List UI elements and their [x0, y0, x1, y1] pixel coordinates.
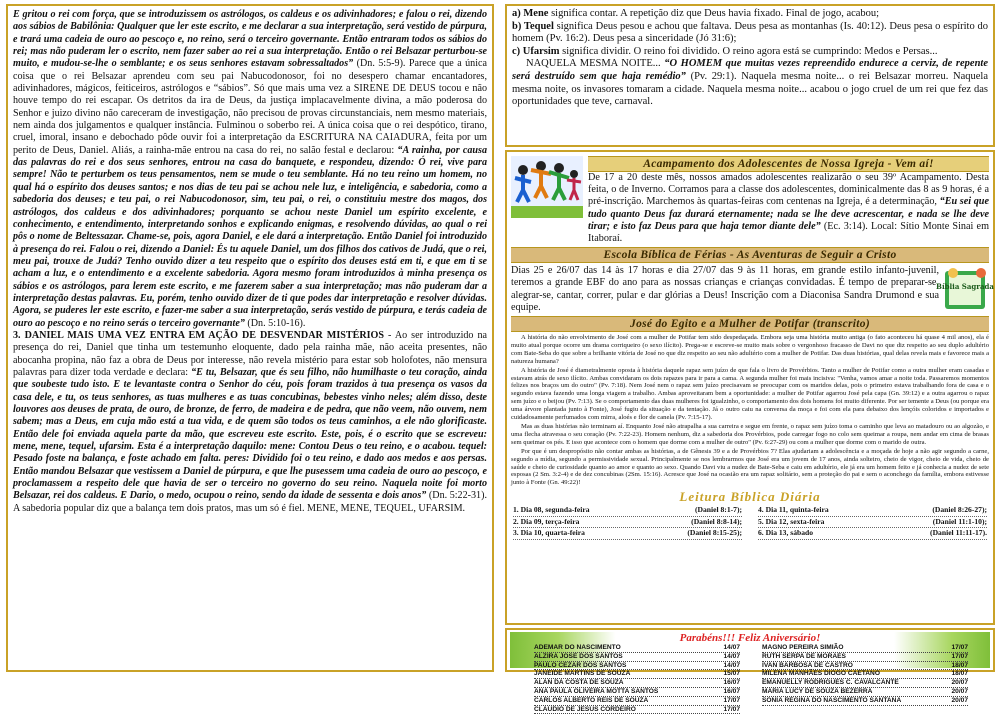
- section-3-title: 3. DANIEL MAIS UMA VEZ ENTRA EM AÇÃO DE DESVENDAR MISTÉRIOS: [13, 329, 385, 341]
- leitura-item: [758, 505, 987, 517]
- item-c-text: significa dividir. O reino foi dividido. O reino agora está se cumprindo: Medos e Persas...: [559, 45, 938, 57]
- birthday-date: 20/07: [951, 696, 968, 704]
- acampamento-title: Acampamento dos Adolescentes de Nossa Igreja - Vem aí!: [588, 156, 989, 172]
- item-c-label: c) Ufarsim: [512, 45, 560, 57]
- birthday-date: 17/07: [951, 652, 968, 660]
- leitura-title: Leitura Bíblica Diária: [679, 489, 821, 505]
- birthday-date: 14/07: [723, 644, 740, 651]
- birthday-item: [534, 697, 740, 706]
- jumping-kids-icon: [511, 156, 583, 218]
- scripture-ref-2: (Dn. 5:10-16).: [244, 317, 306, 329]
- ebf-section: [511, 265, 994, 314]
- leitura-ref: (Daniel 8:1-7);: [694, 505, 742, 515]
- leitura-list: [511, 505, 989, 540]
- ebf-title: Escola Bíblica de Férias - As Aventuras de Seguir a Cristo: [511, 247, 989, 263]
- scripture-quote-3: “E tu, Belsazar, que és seu filho, não humilhaste o teu coração, ainda que soubeste tudo isto. E te levantaste contra o Senhor do céu, pois foram trazidos à tua presença os vasos da casa dele, e tu, os teus senhores, as tuas mulheres e as tuas concubinas, bebestes vinho neles; além disso, deste louvores aos deuses de prata, de ouro, de bronze, de ferro, de madeira e de pedra, que não veem, não ouvem, nem sabem; mas a Deus, em cuja mão está a tua vida, e de quem são todos os teus caminhos, a ele não glorificaste. Então dele foi enviada aquela parte da mão, que escreveu este escrito. Este, pois, é o escrito que se escreveu: mene, mene, tequel, ufarsim. Esta é a interpretação daquilo: mene: Contou Deus o teu reino, e o acabou. tequel: Pesado foste na balança, e foste achado em falta. peres: Dividido foi o teu reino, e dado aos medos e aos persas. Então mandou Belsazar que vestissem a Daniel de púrpura, e que lhe pusessem uma cadeia de ouro ao pescoço, e proclamassem a respeito dele que havia de ser o terceiro no governo do seu reino. Naquela noite foi morto Belsazar, rei dos caldeus. E Dario, o medo, ocupou o reino, sendo da idade de sessenta e dois anos”: [13, 366, 487, 502]
- item-c: [512, 46, 988, 59]
- birthday-date: 17/07: [951, 644, 968, 651]
- birthday-item: [762, 653, 968, 662]
- leitura-day: 3. Dia 10, quarta-feira: [513, 528, 585, 538]
- birthday-date: 16/07: [723, 687, 740, 695]
- leitura-day: 5. Dia 12, sexta-feira: [758, 516, 825, 526]
- jose-text: [511, 334, 989, 487]
- birthday-date: 16/07: [723, 679, 740, 687]
- birthday-name: MARIA LUCY DE SOUZA BEZERRA: [762, 687, 873, 695]
- birthday-date: 18/07: [951, 670, 968, 678]
- birthday-name: SONIA REGINA DO NASCIMENTO SANTANA: [762, 696, 902, 704]
- sermon-paragraph-1: [13, 9, 487, 330]
- birthday-date: 14/07: [723, 652, 740, 660]
- birthday-name: CLAUDIO DE JESUS CORDEIRO: [534, 705, 636, 713]
- birthday-date: 20/07: [951, 687, 968, 695]
- leitura-day: 1. Dia 08, segunda-feira: [513, 505, 590, 515]
- item-a: [512, 8, 988, 21]
- jose-paragraph: A história de José é diametralmente oposta à história daquele rapaz sem juízo de que fala o livro de Provérbios. Tanto a mulher de Potifar como a outra mulher eram casadas e estavam atrás de sexo ilícito. Ambas convidaram os dois rapazes para ir para a cama. A segunda mulher foi mais incisiva: "Venha, vamos amar a noite toda. Passaremos momentos felizes nos braços um do outro" (Pv. 7:18). Nem José nem o rapaz sem juízo precisavam se preocupar com os maridos delas, pois o primeiro estava trabalhando fora de casa e o segundo estava fazendo uma longa viagem a trabalho. Ambas aproveitaram bem a oportunidade: a mulher de Potifar agarrou José pela capa (Gn. 39:12) e a outra agarrou o rapaz sem juízo e o beijou (Pv. 7:13). Se o comportamento das duas mulheres foi igualzinho, o comportamento dos dois homens foi muito diferente. Por ser temente a Deus (ou porque era uma árvore plantada junto à Fonte), José fugiu da situação e da tentação. Já o outro caiu na conversa da moça e foi com ela para debaixo dos lençóis coloridos e importados e cuidadosamente perfumados com mirra, aloés e flor de canela (Pv. 7:15-17).: [511, 366, 989, 422]
- birthday-item: [534, 662, 740, 671]
- birthday-name: EMANUELLY RODRIGUES C. CAVALCANTE: [762, 679, 899, 687]
- birthday-name: CARLOS ALBERTO REIS DE SOUZA: [534, 696, 649, 704]
- naquela-noite-end: (Pv. 29:1). Naquela mesma noite... o rei Belsazar morreu. Naquela mesma noite, os invasores tomaram a cidade. Naquela mesma noite... acabou o jogo cruel de um rei que fez das oportunidades que teve, carnaval.: [512, 70, 988, 108]
- acampamento-section: [511, 156, 989, 245]
- leitura-ref: (Daniel 11:11-17).: [930, 528, 987, 538]
- birthday-item: [534, 644, 740, 653]
- item-a-text: significa contar. A repetição diz que Deus havia fixado. Final de jogo, acabou;: [548, 8, 880, 19]
- bible-book-icon: [936, 265, 994, 313]
- birthday-name: ALZIRA JOSE DOS SANTOS: [534, 652, 623, 660]
- birthday-item: [534, 688, 740, 697]
- bible-book-label: Bíblia Sagrada: [936, 282, 994, 292]
- section-3-ending: A sabedoria popular diz que a balança tem dois pratos, mas um só é fiel. MENE, MENE, TEQUEL, UFARSIM.: [13, 502, 466, 514]
- scripture-quote-1: E gritou o rei com força, que se introduzissem os astrólogos, os caldeus e os adivinhadores; e falou o rei, dizendo aos sábios de Babilônia: Qualquer que ler este escrito, e me declarar a sua interpretação, será vestido de púrpura, e trará uma cadeia de ouro ao pescoço e, no reino, será o terceiro governante. Então entraram todos os sábios do rei; mas não puderam ler o escrito, nem fazer saber ao rei a sua interpretação. Então o rei Belsazar perturbou-se muito, e mudou-se-lhe o semblante; e os seus senhores estavam sobressaltados”: [13, 9, 487, 70]
- acampamento-quote: “Eu sei que tudo quanto Deus faz durará eternamente; nada se lhe deve acrescentar, e nada se lhe deve tirar; e isto faz Deus para que haja temor diante dele”: [588, 196, 989, 232]
- birthday-item: [534, 670, 740, 679]
- sermon-text-1: Parece que a única coisa que o rei Belsazar aprendeu com seu pai Nabucodonosor, foi no desespero chamar encantadores, adivinhadores, mágicos, feiticeiros, astrólogos e “sábios”. Só que mais uma vez a SIRENE DE DEUS tocou e não houve tempo do rei escapar. Os detritos da ira de Deus, da justiça implacavelmente divina, a mão poderosa do Senhor e juizo divino não careceram de investigação, não precisou de provas circunstanciais, nem mesmo materiais, nem ainda dos julgamentos e qualquer instância. Fulminou o soberbo rei. A única coisa que o rei despótico, tirano, cruel, imoral, insano e debochado pôde ouvir foi a interpretação da ESCRITURA NA CAIADURA, feita por um perito de Deus, Daniel. Aliás, a rainha-mãe entrou na casa do rei, no salão festal e declarou:: [13, 58, 487, 156]
- jose-paragraph: A história do não envolvimento de José com a mulher de Potifar tem sido despedaçada. Embora seja uma história muito antiga (o fato aconteceu há quase 4 mil anos), ela é muito atual porque ocorre um drama corriqueiro (o sexo ilícito). Prega-se e escreve-se muito mais sobre o vergonhoso fracasso de Davi no que diz respeito ao seu duplo adultério com Bate-Seba do que sobre a brilhante vitória de José no que diz respeito ao seu não adultério com a mulher de Potifar. Das duas histórias, qual delas revela mais e favorece mais a natureza humana?: [511, 334, 989, 365]
- leitura-day: 6. Dia 13, sábado: [758, 528, 814, 538]
- birthday-date: 17/07: [723, 705, 740, 713]
- item-b-label: b) Tequel: [512, 20, 554, 32]
- jose-paragraph: Mas as duas histórias não terminam aí. Enquanto José não atrapalha a sua carreira e segue em frente, o rapaz sem juízo toma o caminho que leva ao matadouro ou ao algozão, e uma flecha atravessa o seu coração (Pv. 7:22-23). Homem nenhum, diz a sabedoria dos Provérbios, pode carregar fogo no colo sem queimar a roupa, nem andar em cima de brasas sem queimar os pés. E isso que acontece com o homem que dorme com a mulher de outro" (Pv. 6:27-29) ou com a mulher que dorme com o marido de outra.: [511, 423, 989, 446]
- mene-tequel-box: [505, 4, 995, 147]
- leitura-item: [513, 517, 742, 529]
- section-3-text: - Ao ser introduzido na presença do rei, Daniel que tinha um testemunho eloquente, dado pela rainha mãe, não aceita presentes, não abocanha propina, não faz a obra de Deus por interesse, não revela mistério para estar sob holofotes, não mensura palavras para dizer toda verdade e declara:: [13, 329, 487, 378]
- leitura-ref: (Daniel 8:8-14);: [691, 516, 742, 526]
- ebf-text: Dias 25 e 26/07 das 14 às 17 horas e dia 27/07 das 9 às 11 horas, em grande estilo infanto-juvenil, teremos a grande EBF do ano para as nossas crianças e crianças convidadas. É tempo de preparar-se, alegrar-se, cantar, correr, pular e dar glórias a Deus! Inscrição com a Diaconisa Sandra Drumond e sua equipe.: [511, 265, 939, 313]
- birthday-panel: [510, 632, 990, 713]
- acampamento-body: De 17 a 20 deste mês, nossos amados adolescentes realizarão o seu 39º Acampamento. Desta feita, o de Inverno. Corramos para a classe dos adolescentes, dominicalmente das 8 as 9 horas, é a pré-inscrição. Marchemos às quartas-feiras com centenas na Igreja, é a determinação,: [588, 172, 989, 208]
- birthday-name: IVAN BARBOSA DE CASTRO: [762, 661, 853, 669]
- birthday-date: 20/07: [951, 679, 968, 687]
- birthday-list: [510, 644, 990, 714]
- item-b-text: significa Deus pesou e achou que faltava. Deus pesa as montanhas (Is. 40:12). Deus pesa o espírito do homem (Pv. 16:2). Deus pesa a sinceridade (Jó 31:6);: [512, 20, 988, 45]
- birthday-item: [762, 697, 968, 706]
- birthday-item: [534, 653, 740, 662]
- birthday-item: [762, 679, 968, 688]
- scripture-quote-2: “A rainha, por causa das palavras do rei e dos seus senhores, entrou na casa do banquete, e respondeu, dizendo: Ó rei, vive para sempre! Não te perturbem os teus pensamentos, nem se mude o teu semblante. Há no teu reino um homem, no qual há o espírito dos deuses santos; e nos dias de teu pai se achou nele luz, e inteligência, e sabedoria, como a sabedoria dos deuses; e teu pai, o rei Nabucodonosor, sim, teu pai, o rei, o constituiu mestre dos magos, dos astrólogos, dos caldeus e dos adivinhadores; porquanto se achou neste Daniel um espírito excelente, e conhecimento, e entendimento, interpretando sonhos e explicando enigmas, e resolvendo dúvidas, ao qual o rei pôs o nome de Beltessazar. Chame-se, pois, agora Daniel, e ele dará a interpretação. Então Daniel foi introduzido à presença do rei. Falou o rei, dizendo a Daniel: És tu aquele Daniel, um dos filhos dos cativos de Judá, que o rei, meu pai, trouxe de Judá? Tenho ouvido dizer a teu respeito que o espírito dos deuses está em ti, e que em ti se acham a luz, e o entendimento e a excelente sabedoria. Agora mesmo foram introduzidos à minha presença os sábios e os astrólogos, para lerem este escrito, e me fazerem saber a sua interpretação; mas não puderam dar a interpretação destas palavras. Eu, porém, tenho ouvido dizer de ti que podes dar interpretação e resolver dúvidas. Agora, se puderes ler este escrito, e fazer-me saber a sua interpretação, serás vestido de púrpura, e terás cadeia de ouro ao pescoço e no reino serás o terceiro governante”: [13, 144, 487, 329]
- birthday-name: ANA PAULA OLIVEIRA MOTTA SANTOS: [534, 687, 659, 695]
- leitura-day: 2. Dia 09, terça-feira: [513, 516, 580, 526]
- leitura-item: [513, 528, 742, 540]
- scripture-ref-1: (Dn. 5:5-9).: [353, 58, 409, 70]
- birthday-name: MILENA MANHÃES DIOGO CAETANO: [762, 670, 880, 678]
- item-b: [512, 21, 988, 46]
- scripture-ref-3: (Dn. 5:22-31).: [426, 490, 487, 502]
- birthday-name: RUTH SERPA DE MORAES: [762, 652, 846, 660]
- birthday-name: JANEIDE MARTINS DE SOUZA: [534, 670, 631, 678]
- sermon-column: [6, 4, 494, 672]
- acampamento-text: [588, 172, 989, 245]
- birthday-item: [762, 644, 968, 653]
- birthday-name: PAULO CEZAR DOS SANTOS: [534, 661, 627, 669]
- birthday-box: [505, 628, 995, 713]
- birthday-date: 17/07: [723, 696, 740, 704]
- birthday-item: [762, 688, 968, 697]
- birthday-date: 18/07: [951, 661, 968, 669]
- birthday-date: 15/07: [723, 670, 740, 678]
- birthday-title: Parabéns!!! Feliz Aniversário!: [679, 632, 821, 644]
- leitura-ref: (Daniel 8:15-25);: [687, 528, 742, 538]
- jose-title: José do Egito e a Mulher de Potifar (transcrito): [511, 316, 989, 332]
- leitura-item: [758, 517, 987, 529]
- birthday-item: [762, 670, 968, 679]
- naquela-noite-start: NAQUELA MESMA NOITE...: [526, 58, 665, 70]
- leitura-ref: (Daniel 11:1-10);: [932, 516, 987, 526]
- naquela-noite-paragraph: [512, 58, 988, 108]
- birthday-item: [534, 679, 740, 688]
- birthday-name: ALAN DA COSTA DE SOUZA: [534, 679, 624, 687]
- announcements-box: [505, 150, 995, 625]
- acampamento-ref: (Ec. 3:14). Local: Sítio Monte Sinai em Itaboraí.: [588, 220, 989, 245]
- leitura-ref: (Daniel 8:26-27);: [932, 505, 987, 515]
- leitura-day: 4. Dia 11, quinta-feira: [758, 505, 829, 515]
- proverbs-quote: “O HOMEM que muitas vezes repreendido endurece a cerviz, de repente será destruído sem que haja remédio”: [512, 58, 988, 82]
- birthday-item: [534, 706, 740, 714]
- leitura-item: [513, 505, 742, 517]
- sermon-section-3: [13, 330, 487, 515]
- item-a-label: a) Mene: [512, 8, 549, 19]
- birthday-name: ADEMAR DO NASCIMENTO: [534, 644, 621, 651]
- leitura-item: [758, 528, 987, 540]
- jose-paragraph: Por que é um despropósito não contar ambas as histórias, a de Gênesis 39 e a de Provérbios 7? Elas ajudariam a adolescência e a moçada de hoje a não agir segundo a carne, segundo a mídia, segundo a permissividade sexual. Principalmente se nos lembrarmos que José era um jovem de 17 anos, ainda solteiro, cheio de vigor, cheio de vida, cheio de saúde e cheio de curiosidade quanto ao amor e quanto ao sexo. Quando Davi viu a nudez de Bate-Seba e caiu em adultério, ele já era um homem feito e já conhecia a nudez de sete esposas (2 Sm. 3:2-4) e de dez concubinas (2Sm. 15:16). Acresce que José na ocasião era um rapaz solitário, sem a proteção do pai e sem o aconchego da família, embora estivesse junto à Fonte (Gn. 49:22)!: [511, 447, 989, 487]
- birthday-date: 14/07: [723, 661, 740, 669]
- birthday-name: MAGNO PEREIRA SIMIÃO: [762, 644, 844, 651]
